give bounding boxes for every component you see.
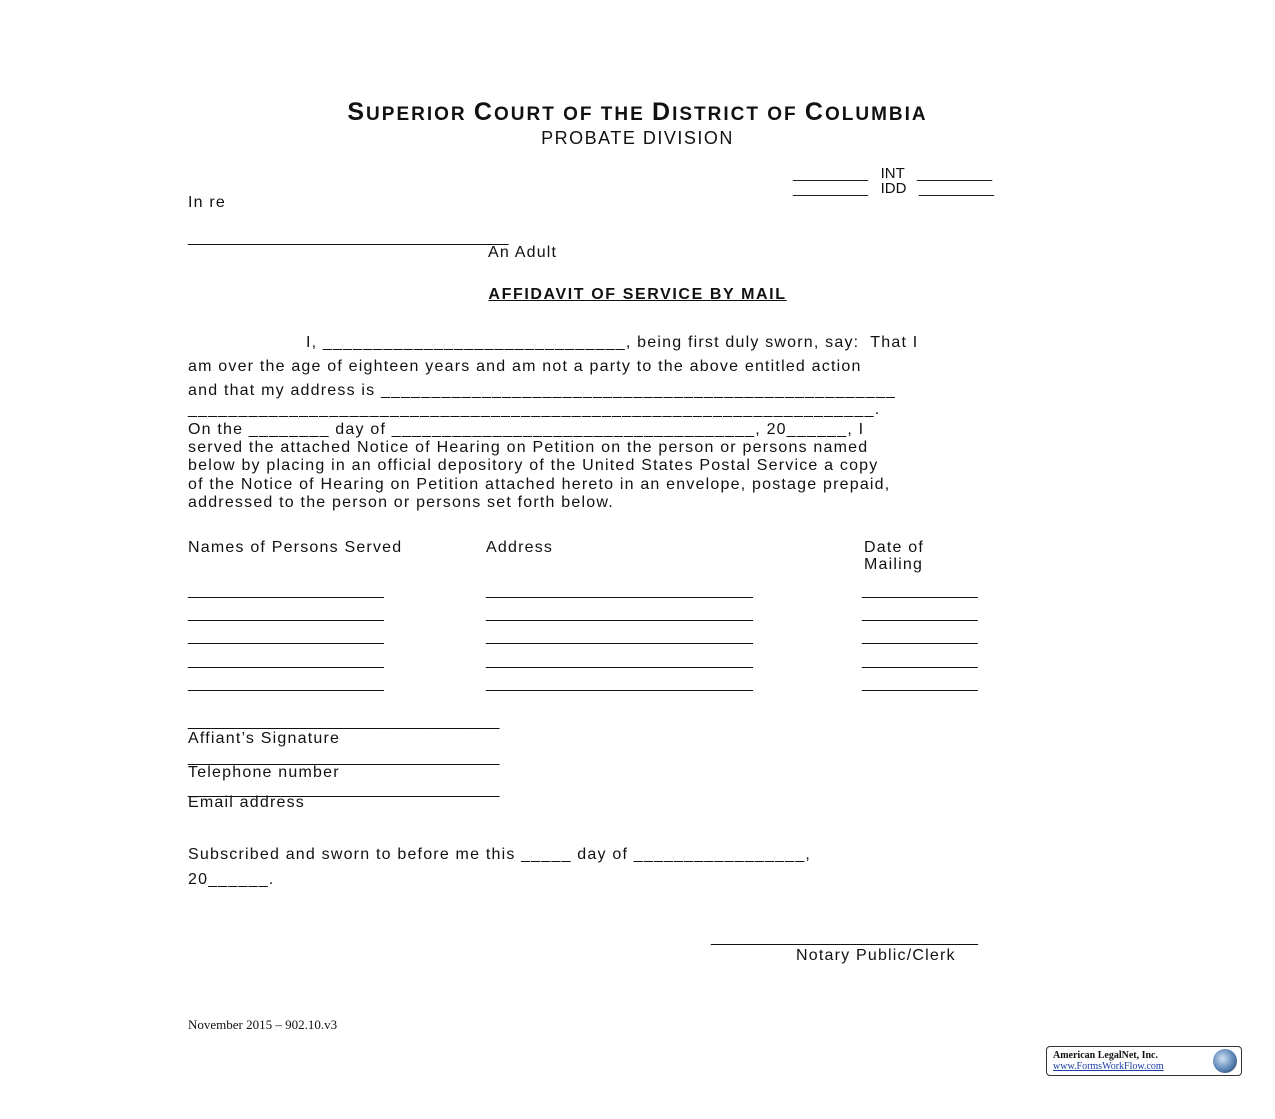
- served-date-field[interactable]: _____________: [862, 582, 978, 599]
- served-address-field[interactable]: ______________________________: [486, 582, 753, 599]
- body-line-address-cont[interactable]: ____________________________________________________________________.: [188, 401, 881, 418]
- body-line: of the Notice of Hearing on Petition attached hereto in an envelope, postage prepaid,: [188, 476, 891, 493]
- email-field[interactable]: ___________________________________: [188, 781, 500, 798]
- served-date-field[interactable]: _____________: [862, 675, 978, 692]
- served-name-field[interactable]: ______________________: [188, 628, 384, 645]
- telephone-label: Telephone number: [188, 764, 340, 781]
- served-date-field[interactable]: _____________: [862, 652, 978, 669]
- served-date-field[interactable]: _____________: [862, 605, 978, 622]
- body-line: addressed to the person or persons set forth below.: [188, 494, 614, 511]
- col-header-date: Date of: [864, 539, 924, 556]
- logo-url-link[interactable]: www.FormsWorkFlow.com: [1053, 1061, 1164, 1072]
- served-address-field[interactable]: ______________________________: [486, 675, 753, 692]
- body-line-date[interactable]: On the ________ day of ____________________________________, 20______, I: [188, 421, 865, 438]
- served-address-field[interactable]: ______________________________: [486, 628, 753, 645]
- col-header-date: Mailing: [864, 556, 924, 573]
- col-header-names: Names of Persons Served: [188, 539, 403, 556]
- served-name-field[interactable]: ______________________: [188, 652, 384, 669]
- served-name-field[interactable]: ______________________: [188, 675, 384, 692]
- court-title-rest: ISTRICT OF: [672, 104, 805, 125]
- served-date-field[interactable]: _____________: [862, 628, 978, 645]
- court-title: [0, 98, 1275, 127]
- notary-signature-field[interactable]: ______________________________: [711, 929, 978, 946]
- adult-name-field[interactable]: ____________________________________: [188, 229, 509, 246]
- body-line-affiant[interactable]: I, ______________________________, being first duly sworn, say: That I: [306, 334, 919, 351]
- court-title-rest: UPERIOR: [366, 104, 474, 125]
- body-line: served the attached Notice of Hearing on Petition on the person or persons named: [188, 439, 869, 456]
- logo-name: American LegalNet, Inc.: [1053, 1050, 1158, 1061]
- served-name-field[interactable]: ______________________: [188, 582, 384, 599]
- telephone-field[interactable]: ___________________________________: [188, 749, 500, 766]
- body-line: below by placing in an official depository of the United States Postal Service a copy: [188, 457, 879, 474]
- int-field[interactable]: _________ INT _________: [793, 165, 993, 182]
- affiant-signature-label: Affiant’s Signature: [188, 730, 341, 747]
- form-id: November 2015 – 902.10.v3: [188, 1017, 338, 1032]
- court-title-cap: D: [652, 98, 673, 126]
- court-title-cap: S: [347, 98, 367, 126]
- email-label: Email address: [188, 794, 305, 811]
- notary-label: Notary Public/Clerk: [796, 947, 956, 964]
- document-title: AFFIDAVIT OF SERVICE BY MAIL: [488, 286, 787, 303]
- affiant-signature-field[interactable]: ___________________________________: [188, 713, 500, 730]
- court-title-rest: OURT OF THE: [493, 104, 653, 125]
- idd-field[interactable]: _________ IDD _________: [793, 180, 994, 197]
- served-address-field[interactable]: ______________________________: [486, 652, 753, 669]
- col-header-address: Address: [486, 539, 554, 556]
- jurat-year[interactable]: 20______.: [188, 871, 275, 888]
- body-line: am over the age of eighteen years and am not a party to the above entitled action: [188, 358, 862, 375]
- legalnet-logo[interactable]: [1046, 1046, 1242, 1076]
- division-title: PROBATE DIVISION: [541, 128, 734, 148]
- jurat-line[interactable]: Subscribed and sworn to before me this _____ day of _________________,: [188, 846, 812, 863]
- served-address-field[interactable]: ______________________________: [486, 605, 753, 622]
- in-re-label: In re: [188, 194, 227, 211]
- court-title-rest: OLUMBIA: [824, 104, 928, 125]
- an-adult-label: An Adult: [488, 244, 558, 261]
- court-title-cap: C: [804, 98, 825, 126]
- served-name-field[interactable]: ______________________: [188, 605, 384, 622]
- globe-icon: [1213, 1049, 1237, 1073]
- body-line-address[interactable]: and that my address is ___________________________________________________: [188, 382, 897, 399]
- court-title-cap: C: [473, 98, 494, 126]
